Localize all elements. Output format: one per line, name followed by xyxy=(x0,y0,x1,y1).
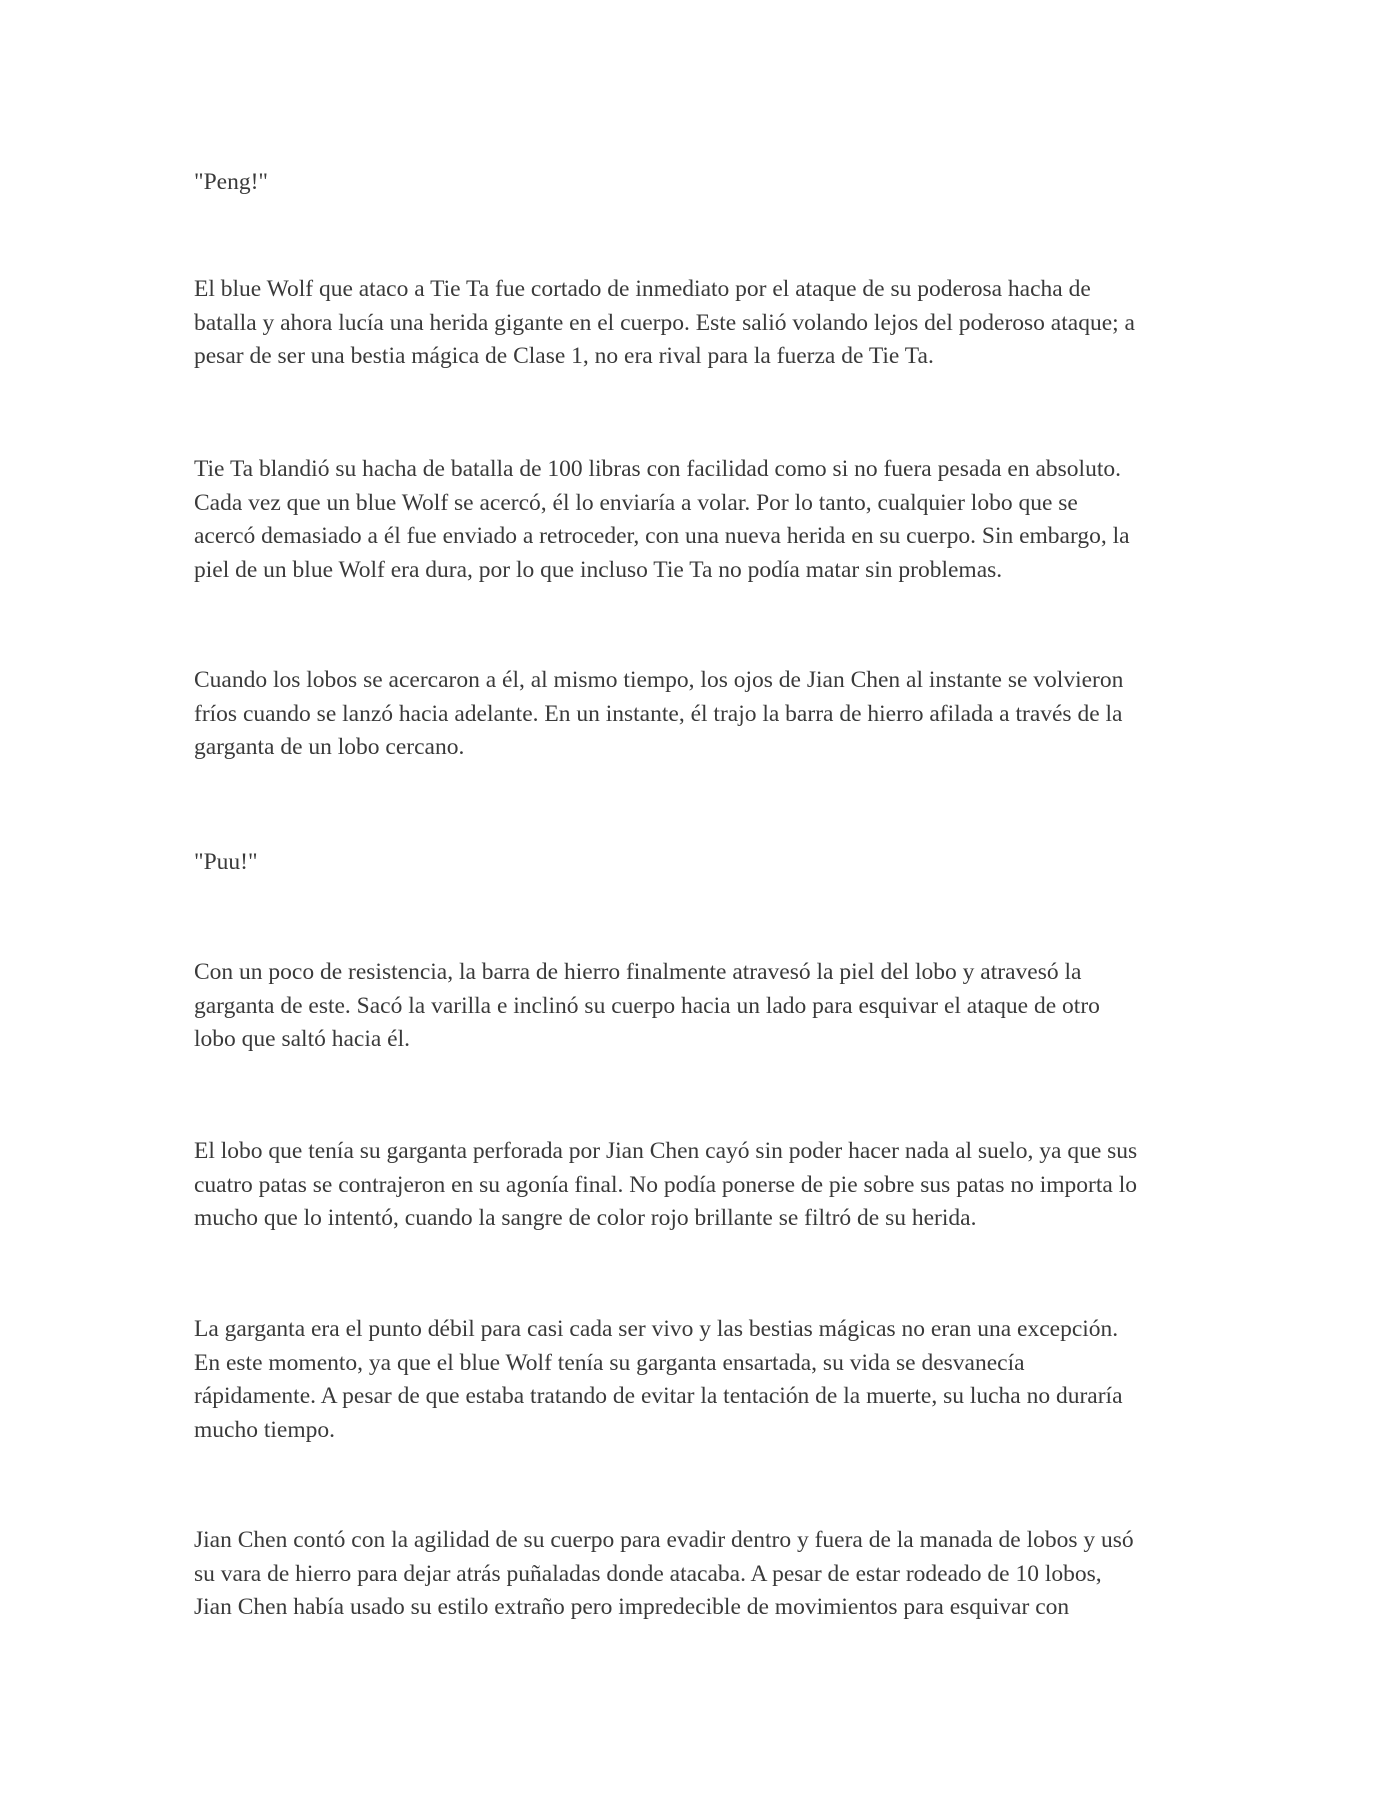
paragraph-wolf-falls xyxy=(194,1135,1214,1236)
text-line: Jian Chen contó con la agilidad de su cuerpo para evadir dentro y fuera de la manada de lobos y usó xyxy=(194,1527,1134,1553)
text-line: garganta de este. Sacó la varilla e inclinó su cuerpo hacia un lado para esquivar el ataque de otro xyxy=(194,992,1100,1019)
text-line: piel de un blue Wolf era dura, por lo que incluso Tie Ta no podía matar sin problemas. xyxy=(194,556,1003,583)
text-line: fríos cuando se lanzó hacia adelante. En un instante, él trajo la barra de hierro afilada a través de la xyxy=(194,700,1123,727)
text-line: Jian Chen había usado su estilo extraño pero impredecible de movimientos para esquivar con xyxy=(194,1594,1070,1620)
text-line: Con un poco de resistencia, la barra de hierro finalmente atravesó la piel del lobo y atravesó la xyxy=(194,959,1082,985)
paragraph-peng xyxy=(194,166,1214,200)
text-line: mucho tiempo. xyxy=(194,1416,335,1443)
text-line: Cada vez que un blue Wolf se acercó, él lo enviaría a volar. Por lo tanto, cualquier lobo que se xyxy=(194,489,1078,516)
paragraph-blue-wolf-attack xyxy=(194,273,1214,374)
text-line: acercó demasiado a él fue enviado a retroceder, con una nueva herida en su cuerpo. Sin embargo, la xyxy=(194,523,1130,549)
text-line: "Puu!" xyxy=(194,849,258,875)
text-line: El lobo que tenía su garganta perforada por Jian Chen cayó sin poder hacer nada al suelo, ya que sus xyxy=(194,1138,1138,1164)
text-line: "Peng!" xyxy=(194,169,269,195)
text-line: Cuando los lobos se acercaron a él, al mismo tiempo, los ojos de Jian Chen al instante se volvieron xyxy=(194,667,1124,693)
text-line: pesar de ser una bestia mágica de Clase 1, no era rival para la fuerza de Tie Ta. xyxy=(194,343,934,369)
paragraph-jian-chen-lunge xyxy=(194,664,1214,765)
paragraph-iron-bar-pierce xyxy=(194,956,1214,1057)
text-line: rápidamente. A pesar de que estaba tratando de evitar la tentación de la muerte, su lucha no duraría xyxy=(194,1383,1123,1409)
paragraph-jian-chen-agility xyxy=(194,1524,1214,1625)
paragraph-puu xyxy=(194,846,1214,880)
text-line: La garganta era el punto débil para casi cada ser vivo y las bestias mágicas no eran una excepción. xyxy=(194,1316,1119,1342)
text-line: su vara de hierro para dejar atrás puñaladas donde atacaba. A pesar de estar rodeado de 10 lobos, xyxy=(194,1560,1102,1587)
text-line: lobo que saltó hacia él. xyxy=(194,1026,410,1052)
text-line: mucho que lo intentó, cuando la sangre de color rojo brillante se filtró de su herida. xyxy=(194,1205,977,1231)
text-line: En este momento, ya que el blue Wolf tenía su garganta ensartada, su vida se desvanecía xyxy=(194,1349,1025,1376)
text-line: Tie Ta blandió su hacha de batalla de 100 libras con facilidad como si no fuera pesada en absoluto. xyxy=(194,456,1121,482)
text-line: batalla y ahora lucía una herida gigante en el cuerpo. Este salió volando lejos del poderoso ataque; a xyxy=(194,309,1135,336)
text-line: garganta de un lobo cercano. xyxy=(194,734,465,760)
text-line: El blue Wolf que ataco a Tie Ta fue cortado de inmediato por el ataque de su poderosa hacha de xyxy=(194,276,1091,302)
text-line: cuatro patas se contrajeron en su agonía final. No podía ponerse de pie sobre sus patas no importa lo xyxy=(194,1171,1137,1198)
paragraph-tie-ta-axe xyxy=(194,453,1214,587)
paragraph-throat-weak-point xyxy=(194,1313,1214,1447)
